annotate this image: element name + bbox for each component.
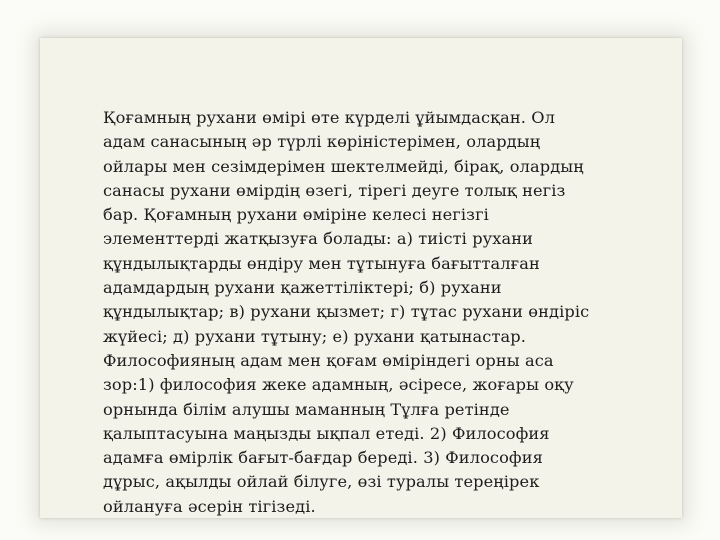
body-text: Қоғамның рухани өмірі өте күрделі ұйымдасқан. Ол адам санасының әр түрлі көріністерімен, олардың ойлары мен сезімдерімен шектелмейді, бірақ, олардың санасы рухани өмірдің өзегі, тірегі деуге толық негіз бар. Қоғамның рухани өміріне келесі негізгі элементтерді жатқызуға болады: а) тиісті рухани құндылықтарды өндіру мен тұтынуға бағытталған адамдардың рухани қажеттіліктері; б) рухани құндылықтар; в) рухани қызмет; г) тұтас рухани өндіріс жүйесі; д) рухани тұтыну; е) рухани қатынастар. Философияның адам мен қоғам өміріндегі орны аса зор:1) философия жеке адамның, әсіресе, жоғары оқу орнында білім алушы маманның Тұлға ретінде қалыптасуына маңызды ықпал етеді. 2) Философия адамға өмірлік бағыт-бағдар береді. 3) Философия дұрыс, ақылды ойлай білуге, өзі туралы тереңірек ойлануға әсерін тігізеді. [103, 108, 590, 516]
